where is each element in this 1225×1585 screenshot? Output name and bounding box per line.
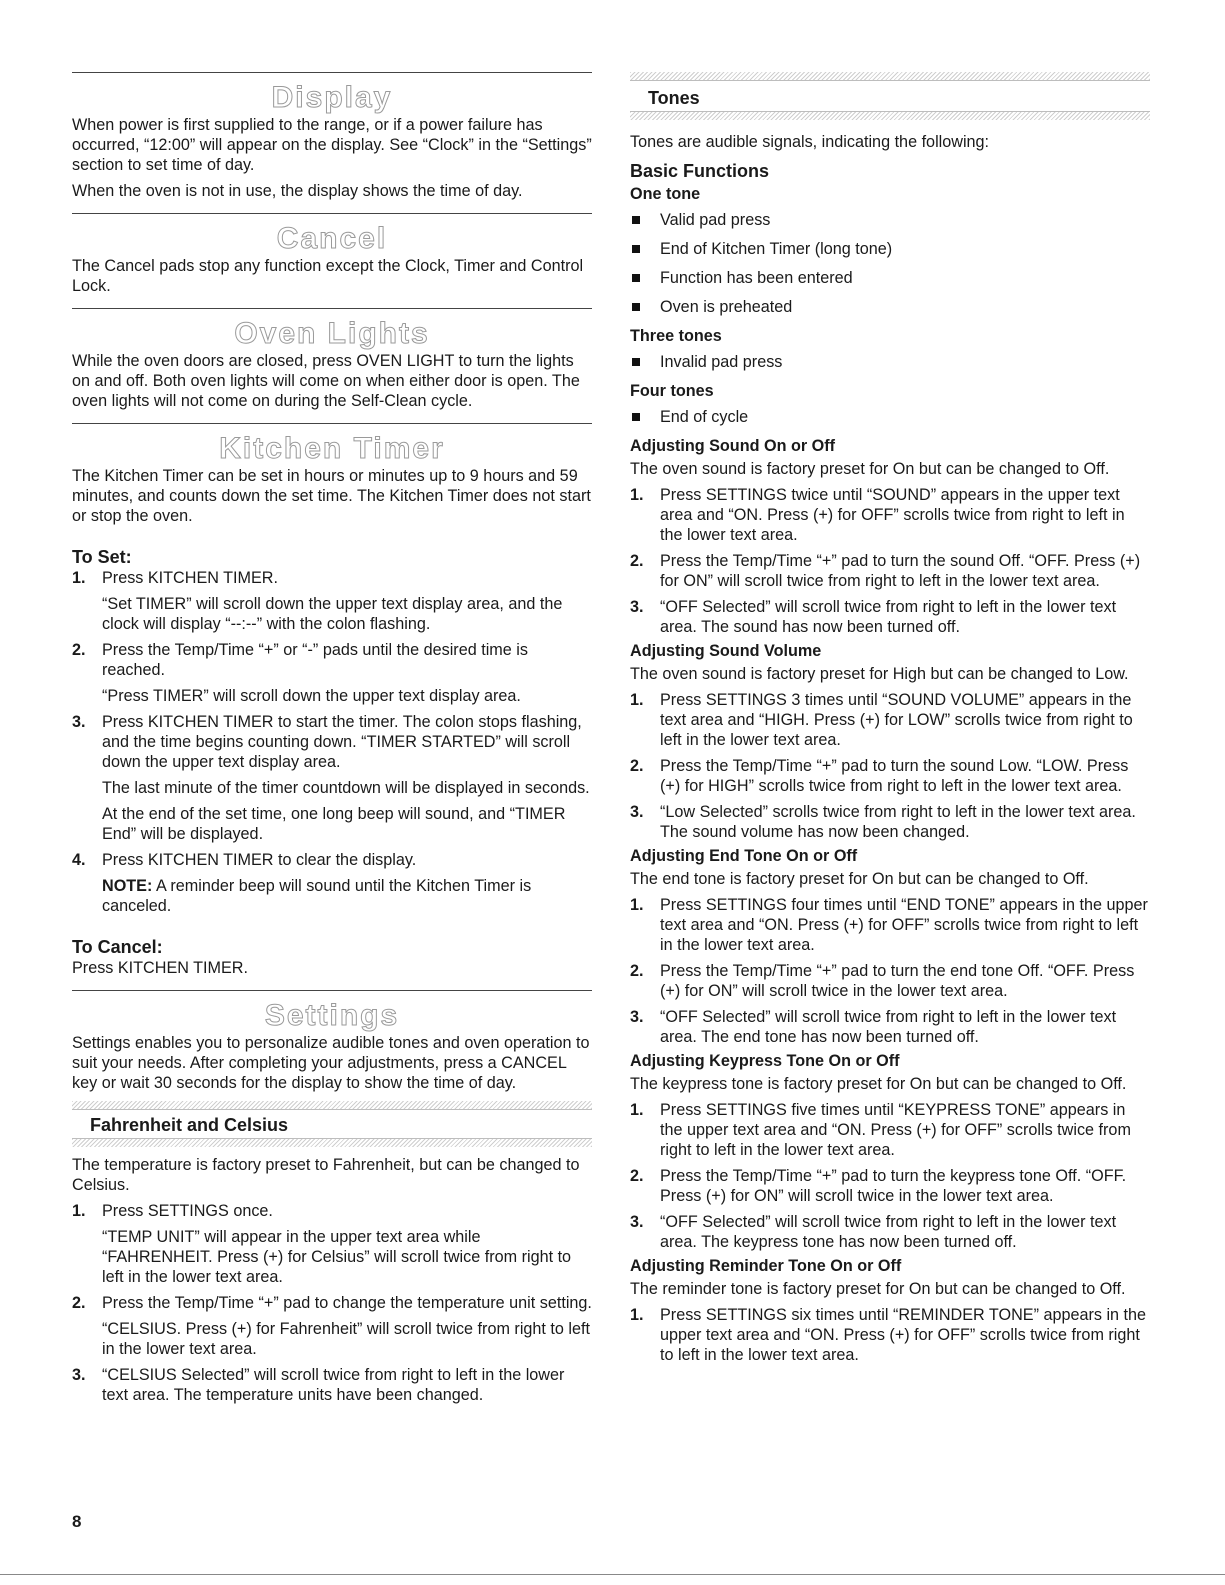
list-item-text: Oven is preheated — [660, 298, 793, 316]
volume-paragraph: The oven sound is factory preset for High but can be changed to Low. — [630, 665, 1129, 683]
bullet-icon — [632, 303, 640, 311]
three-tones-heading: Three tones — [630, 327, 722, 345]
list-item — [630, 756, 1150, 796]
step-text: Press the Temp/Time “+” pad to turn the sound Low. “LOW. Press (+) for HIGH” scrolls twice from right to left in the lower text area. — [660, 757, 1129, 795]
sound-heading: Adjusting Sound On or Off — [630, 437, 836, 455]
step-number: 3. — [630, 1008, 644, 1026]
step-text: Press the Temp/Time “+” pad to change the temperature unit setting. — [102, 1294, 592, 1312]
list-item — [630, 210, 1150, 230]
kitchen-timer-steps — [72, 568, 592, 916]
volume-heading: Adjusting Sound Volume — [630, 642, 822, 660]
section-divider — [72, 213, 592, 214]
fahrenheit-paragraph: The temperature is factory preset to Fahrenheit, but can be changed to Celsius. — [72, 1156, 580, 1194]
kitchen-timer-paragraph: The Kitchen Timer can be set in hours or minutes up to 9 hours and 59 minutes, and counts down the set time. The Kitchen Timer does not start or stop the oven. — [72, 467, 591, 525]
sound-steps — [630, 485, 1150, 637]
step-number: 1. — [72, 569, 86, 587]
keypress-heading: Adjusting Keypress Tone On or Off — [630, 1052, 900, 1070]
list-item — [630, 268, 1150, 288]
step-number: 2. — [630, 757, 644, 775]
list-item — [630, 961, 1150, 1001]
bullet-icon — [632, 216, 640, 224]
page-bottom-rule — [0, 1574, 1225, 1575]
volume-steps — [630, 690, 1150, 842]
cancel-paragraph: The Cancel pads stop any function except the Clock, Timer and Control Lock. — [72, 257, 584, 295]
section-divider — [72, 72, 592, 73]
list-item-text: End of cycle — [660, 408, 749, 426]
step-text: “CELSIUS Selected” will scroll twice from right to left in the lower text area. The temperature units have been changed. — [102, 1366, 565, 1404]
note — [102, 876, 592, 916]
oven-lights-heading: Oven Lights — [234, 317, 430, 350]
list-item-text: End of Kitchen Timer (long tone) — [660, 240, 893, 258]
tones-heading: Tones — [648, 88, 700, 108]
section-divider — [72, 990, 592, 991]
list-item — [630, 297, 1150, 317]
list-item — [630, 407, 1150, 427]
list-item-text: Function has been entered — [660, 269, 853, 287]
list-item — [72, 850, 592, 916]
reminder-heading: Adjusting Reminder Tone On or Off — [630, 1257, 902, 1275]
settings-paragraph: Settings enables you to personalize audible tones and oven operation to suit your needs. After completing your adjustments, press a CANCEL key or wait 30 seconds for the display to show the time of day. — [72, 1034, 590, 1092]
to-set-heading: To Set: — [72, 547, 132, 567]
bullet-icon — [632, 413, 640, 421]
bullet-icon — [632, 274, 640, 282]
step-text: “Low Selected” scrolls twice from right to left in the lower text area. The sound volume has now been changed. — [660, 803, 1136, 841]
keypress-paragraph: The keypress tone is factory preset for On but can be changed to Off. — [630, 1075, 1127, 1093]
reminder-steps — [630, 1305, 1150, 1365]
reminder-paragraph: The reminder tone is factory preset for On but can be changed to Off. — [630, 1280, 1126, 1298]
list-item — [630, 597, 1150, 637]
step-detail: “TEMP UNIT” will appear in the upper text area while “FAHRENHEIT. Press (+) for Celsius” will scroll twice from right to left in the lower text area. — [102, 1228, 572, 1286]
list-item — [72, 1293, 592, 1359]
right-column — [630, 72, 1150, 1365]
step-number: 3. — [72, 713, 86, 731]
list-item — [72, 1365, 592, 1405]
end-tone-steps — [630, 895, 1150, 1047]
step-text: Press KITCHEN TIMER. — [102, 569, 278, 587]
three-tones-list — [630, 352, 1150, 372]
list-item — [630, 551, 1150, 591]
step-detail: “CELSIUS. Press (+) for Fahrenheit” will scroll twice from right to left in the lower text area. — [102, 1320, 591, 1358]
step-text: Press SETTINGS once. — [102, 1202, 273, 1220]
list-item — [630, 239, 1150, 259]
four-tones-list — [630, 407, 1150, 427]
step-text: “OFF Selected” will scroll twice from right to left in the lower text area. The keypress tone has now been turned off. — [660, 1213, 1117, 1251]
list-item — [630, 485, 1150, 545]
oven-lights-paragraph: While the oven doors are closed, press OVEN LIGHT to turn the lights on and off. Both oven lights will come on when either door is open. The oven lights will not come on during the Self-Clean cycle. — [72, 352, 580, 410]
step-number: 1. — [630, 896, 644, 914]
step-number: 2. — [72, 1294, 86, 1312]
step-number: 1. — [630, 486, 644, 504]
to-cancel-heading: To Cancel: — [72, 937, 163, 957]
step-detail: “Press TIMER” will scroll down the upper text display area. — [102, 687, 521, 705]
step-number: 2. — [630, 962, 644, 980]
list-item — [72, 1201, 592, 1287]
four-tones-heading: Four tones — [630, 382, 714, 400]
step-detail: The last minute of the timer countdown will be displayed in seconds. — [102, 779, 590, 797]
section-divider — [72, 308, 592, 309]
section-divider — [72, 423, 592, 424]
band-top — [630, 72, 1150, 81]
cancel-heading: Cancel — [276, 222, 388, 255]
list-item — [72, 568, 592, 634]
note-text: A reminder beep will sound until the Kitchen Timer is canceled. — [102, 877, 532, 915]
step-number: 1. — [630, 1306, 644, 1324]
fahrenheit-celsius-heading: Fahrenheit and Celsius — [90, 1115, 289, 1135]
bullet-icon — [632, 245, 640, 253]
step-text: Press the Temp/Time “+” or “-” pads until the desired time is reached. — [102, 641, 528, 679]
list-item — [72, 712, 592, 844]
step-number: 3. — [630, 1213, 644, 1231]
step-text: Press KITCHEN TIMER to start the timer. The colon stops flashing, and the time begins counting down. “TIMER STARTED” will scroll down the upper text display area. — [102, 713, 582, 771]
page-number: 8 — [72, 1512, 82, 1531]
list-item — [630, 1166, 1150, 1206]
step-number: 2. — [72, 641, 86, 659]
list-item-text: Invalid pad press — [660, 353, 783, 371]
step-detail: At the end of the set time, one long beep will sound, and “TIMER End” will be displayed. — [102, 805, 566, 843]
one-tone-list — [630, 210, 1150, 317]
step-text: “OFF Selected” will scroll twice from right to left in the lower text area. The end tone has now been turned off. — [660, 1008, 1117, 1046]
step-text: Press the Temp/Time “+” pad to turn the keypress tone Off. “OFF. Press (+) for ON” will scroll twice in the lower text area. — [660, 1167, 1127, 1205]
list-item — [630, 895, 1150, 955]
step-text: Press SETTINGS twice until “SOUND” appears in the upper text area and “ON. Press (+) for OFF” scrolls twice from right to left in the lower text area. — [660, 486, 1125, 544]
band-top — [72, 1101, 592, 1110]
step-number: 2. — [630, 1167, 644, 1185]
step-number: 1. — [630, 691, 644, 709]
one-tone-heading: One tone — [630, 185, 701, 203]
step-number: 2. — [630, 552, 644, 570]
step-text: “OFF Selected” will scroll twice from right to left in the lower text area. The sound has now been turned off. — [660, 598, 1117, 636]
step-number: 1. — [630, 1101, 644, 1119]
list-item — [630, 352, 1150, 372]
sound-paragraph: The oven sound is factory preset for On but can be changed to Off. — [630, 460, 1110, 478]
fahrenheit-steps — [72, 1201, 592, 1405]
step-text: Press SETTINGS six times until “REMINDER TONE” appears in the upper text area and “ON. Press (+) for OFF” scrolls twice from right to left in the lower text area. — [660, 1306, 1147, 1364]
settings-heading: Settings — [264, 999, 400, 1032]
band-bottom — [72, 1138, 592, 1147]
end-tone-paragraph: The end tone is factory preset for On but can be changed to Off. — [630, 870, 1089, 888]
list-item — [630, 1212, 1150, 1252]
display-paragraph-2: When the oven is not in use, the display shows the time of day. — [72, 182, 523, 200]
basic-functions-heading: Basic Functions — [630, 161, 770, 181]
step-text: Press SETTINGS 3 times until “SOUND VOLUME” appears in the text area and “HIGH. Press (+) for LOW” scrolls twice from right to left in the lower text area. — [660, 691, 1133, 749]
step-text: Press the Temp/Time “+” pad to turn the sound Off. “OFF. Press (+) for ON” will scroll twice from right to left in the lower text area. — [660, 552, 1141, 590]
step-number: 3. — [72, 1366, 86, 1384]
to-cancel-text: Press KITCHEN TIMER. — [72, 959, 248, 977]
list-item — [630, 802, 1150, 842]
end-tone-heading: Adjusting End Tone On or Off — [630, 847, 858, 865]
list-item — [630, 1305, 1150, 1365]
kitchen-timer-heading: Kitchen Timer — [219, 432, 445, 465]
step-number: 1. — [72, 1202, 86, 1220]
list-item-text: Valid pad press — [660, 211, 771, 229]
keypress-steps — [630, 1100, 1150, 1252]
step-detail: “Set TIMER” will scroll down the upper text display area, and the clock will display “--:--” with the colon flashing. — [102, 595, 563, 633]
note-label: NOTE: — [102, 877, 153, 895]
list-item — [72, 640, 592, 706]
left-column — [72, 72, 592, 1405]
step-number: 3. — [630, 803, 644, 821]
step-text: Press SETTINGS four times until “END TONE” appears in the upper text area and “ON. Press (+) for OFF” scrolls twice from right to left in the lower text area. — [660, 896, 1148, 954]
step-text: Press the Temp/Time “+” pad to turn the end tone Off. “OFF. Press (+) for ON” will scroll twice in the lower text area. — [660, 962, 1135, 1000]
step-number: 3. — [630, 598, 644, 616]
step-number: 4. — [72, 851, 86, 869]
display-heading: Display — [271, 81, 393, 114]
display-paragraph: When power is first supplied to the range, or if a power failure has occurred, “12:00” will appear on the display. See “Clock” in the “Settings” section to set time of day. — [72, 116, 592, 174]
list-item — [630, 690, 1150, 750]
list-item — [630, 1007, 1150, 1047]
list-item — [630, 1100, 1150, 1160]
band-bottom — [630, 111, 1150, 120]
tones-intro: Tones are audible signals, indicating the following: — [630, 133, 990, 151]
step-text: Press SETTINGS five times until “KEYPRESS TONE” appears in the upper text area and “ON. Press (+) for OFF” scrolls twice from right to left in the lower text area. — [660, 1101, 1131, 1159]
step-text: Press KITCHEN TIMER to clear the display. — [102, 851, 417, 869]
bullet-icon — [632, 358, 640, 366]
